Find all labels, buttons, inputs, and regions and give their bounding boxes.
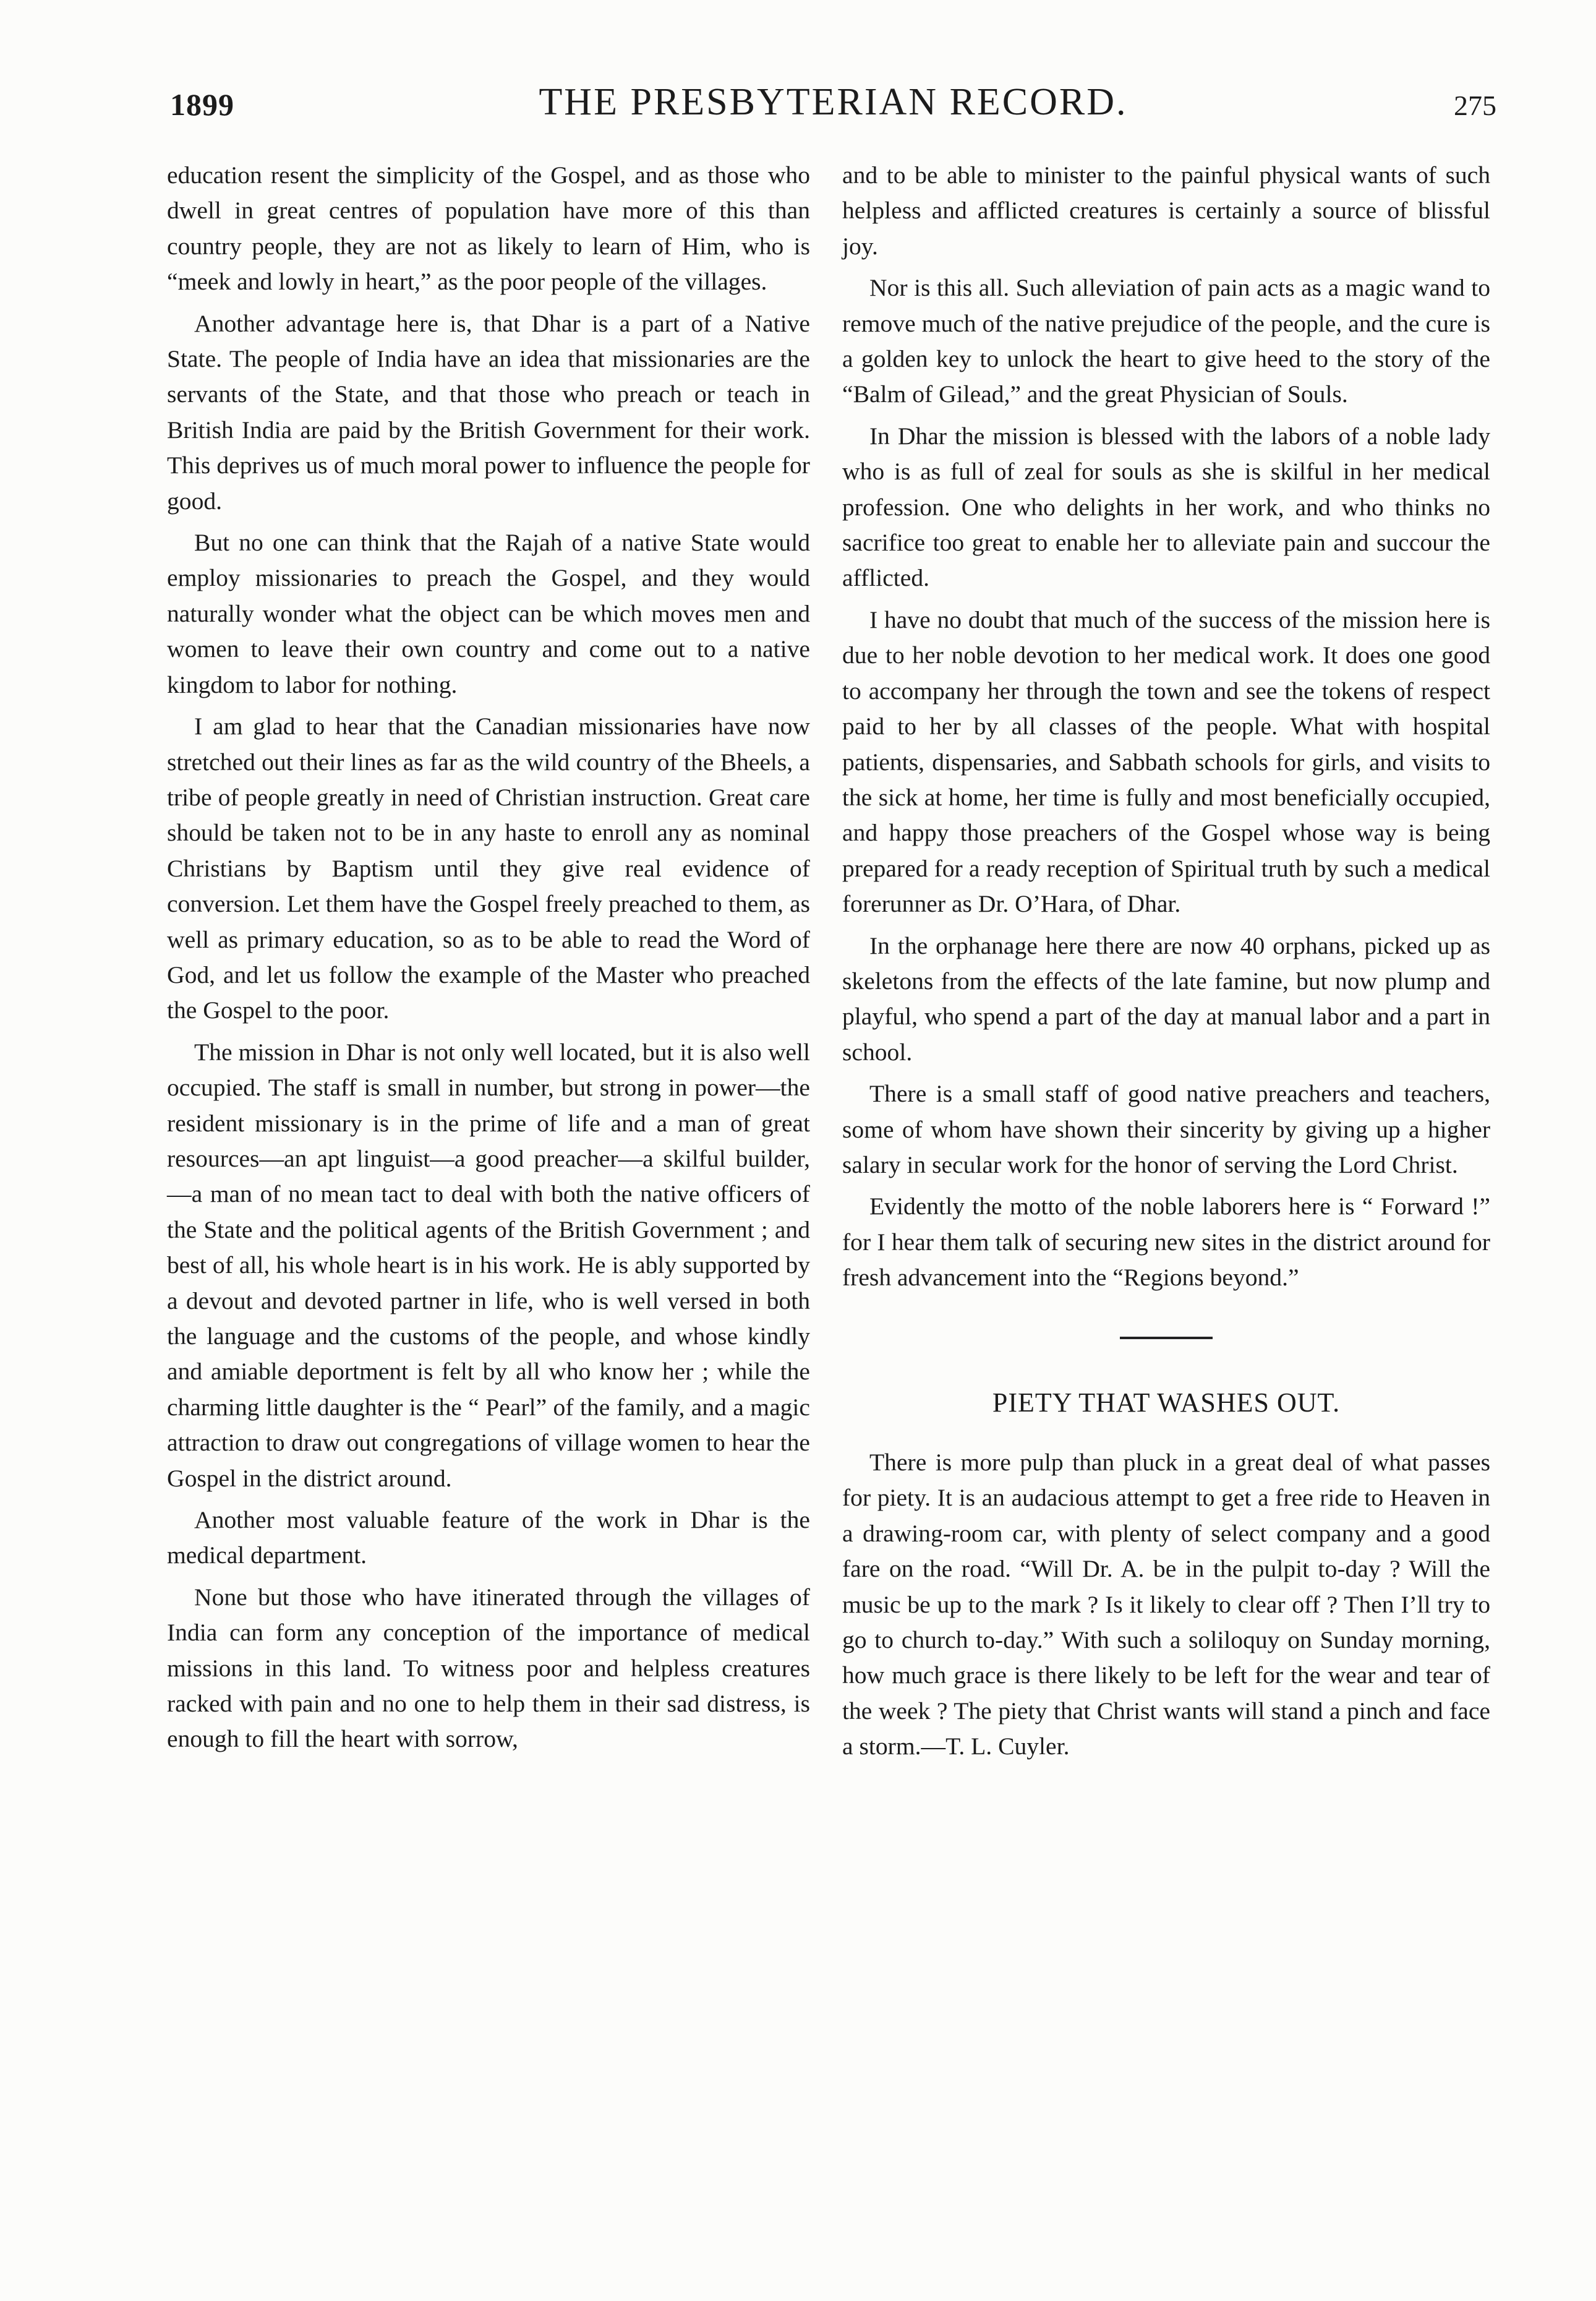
paragraph: None but those who have itinerated through the villages of India can form any conception of the importance of medical missions in this land. To witness poor and helpless creatures racked with pain and no one to help them in their sad distress, is enough to fill the heart with sorrow, bbox=[167, 1583, 810, 1753]
paragraph: Nor is this all. Such alleviation of pain acts as a magic wand to remove much of the native prejudice of the people, and the cure is a golden key to unlock the heart to give heed to the story of the “Balm of Gilead,” and the great Physician of Souls. bbox=[842, 274, 1490, 408]
header-year: 1899 bbox=[170, 87, 234, 122]
left-column bbox=[167, 158, 810, 1763]
page-number: 275 bbox=[1454, 90, 1496, 121]
paragraph: In the orphanage here there are now 40 orphans, picked up as skeletons from the effects of the late famine, but now plump and playful, who spend a part of the day at manual labor and a part in school. bbox=[842, 932, 1490, 1066]
paragraph: There is a small staff of good native preachers and teachers, some of whom have shown their sincerity by giving up a higher salary in secular work for the honor of serving the Lord Christ. bbox=[842, 1080, 1490, 1178]
paragraph: Another most valuable feature of the work in Dhar is the medical department. bbox=[167, 1506, 810, 1569]
publication-title: THE PRESBYTERIAN RECORD. bbox=[539, 81, 1128, 123]
article-body: There is more pulp than pluck in a great deal of what passes for piety. It is an audacious attempt to get a free ride to Heaven in a drawing-room car, with plenty of select company and a good fare on the road. “Will Dr. A. be in the pulpit to-day ? Will the music be up to the mark ? Is it likely to clear off ? Then I’ll try to go to church to-day.” With such a soliloquy on Sunday morning, how much grace is there likely to be left for the wear and tear of the week ? The piety that Christ wants will stand a pinch and face a storm.—T. L. Cuyler. bbox=[842, 1449, 1490, 1760]
paragraph: The mission in Dhar is not only well located, but it is also well occupied. The staff is small in number, but strong in power—the resident missionary is in the prime of life and a man of great resources—an apt linguist—a good preacher—a skilful builder,—a man of no mean tact to deal with both the native officers of the State and the political agents of the British Government ; and best of all, his whole heart is in his work. He is ably supported by a devout and devoted partner in life, who is well versed in both the language and the customs of the people, and whose kindly and amiable deportment is felt by all who know her ; while the charming little daughter is the “ Pearl” of the family, and a magic attraction to draw out congregations of village women to hear the Gospel in the district around. bbox=[167, 1038, 810, 1492]
right-column bbox=[842, 158, 1490, 1771]
paragraph: In Dhar the mission is blessed with the labors of a noble lady who is as full of zeal for souls as she is skilful in her medical profession. One who delights in her work, and who thinks no sacrifice too great to enable her to alleviate pain and succour the afflicted. bbox=[842, 422, 1490, 592]
paragraph: I have no doubt that much of the success of the mission here is due to her noble devotion to her medical work. It does one good to accompany her through the town and see the tokens of respect paid to her by all classes of the people. What with hospital patients, dispensaries, and Sabbath schools for girls, and visits to the sick at home, her time is fully and most beneficially occupied, and happy those preachers of the Gospel whose way is being prepared for a ready reception of Spiritual truth by such a medical forerunner as Dr. O’Hara, of Dhar. bbox=[842, 606, 1490, 918]
paragraph: But no one can think that the Rajah of a native State would employ missionaries to preach the Gospel, and they would naturally wonder what the object can be which moves men and women to leave their own country and come out to a native kingdom to labor for nothing. bbox=[167, 529, 810, 698]
running-header bbox=[164, 80, 1503, 136]
paragraph: and to be able to minister to the painful physical wants of such helpless and afflicted creatures is certainly a source of blissful joy. bbox=[842, 161, 1490, 260]
paragraph: I am glad to hear that the Canadian missionaries have now stretched out their lines as far as the wild country of the Bheels, a tribe of people greatly in need of Christian instruction. Great care should be taken not to be in any haste to enroll any as nominal Christians by Baptism until they give real evidence of conversion. Let them have the Gospel freely preached to them, as well as primary education, so as to be able to read the Word of God, and let us follow the example of the Master who preached the Gospel to the poor. bbox=[167, 713, 810, 1024]
paragraph: education resent the simplicity of the Gospel, and as those who dwell in great centres of population have more of this than country people, they are not as likely to learn of Him, who is “meek and lowly in heart,” as the poor people of the villages. bbox=[167, 161, 810, 296]
section-divider bbox=[1120, 1337, 1213, 1339]
paragraph: Another advantage here is, that Dhar is a part of a Native State. The people of India have an idea that missionaries are the servants of the State, and that those who preach or teach in British India are paid by the British Government for their work. This deprives us of much moral power to influence the people for good. bbox=[167, 309, 810, 515]
article-title: PIETY THAT WASHES OUT. bbox=[992, 1387, 1341, 1418]
paragraph: Evidently the motto of the noble laborers here is “ Forward !” for I hear them talk of securing new sites in the district around for fresh advancement into the “Regions beyond.” bbox=[842, 1193, 1490, 1292]
